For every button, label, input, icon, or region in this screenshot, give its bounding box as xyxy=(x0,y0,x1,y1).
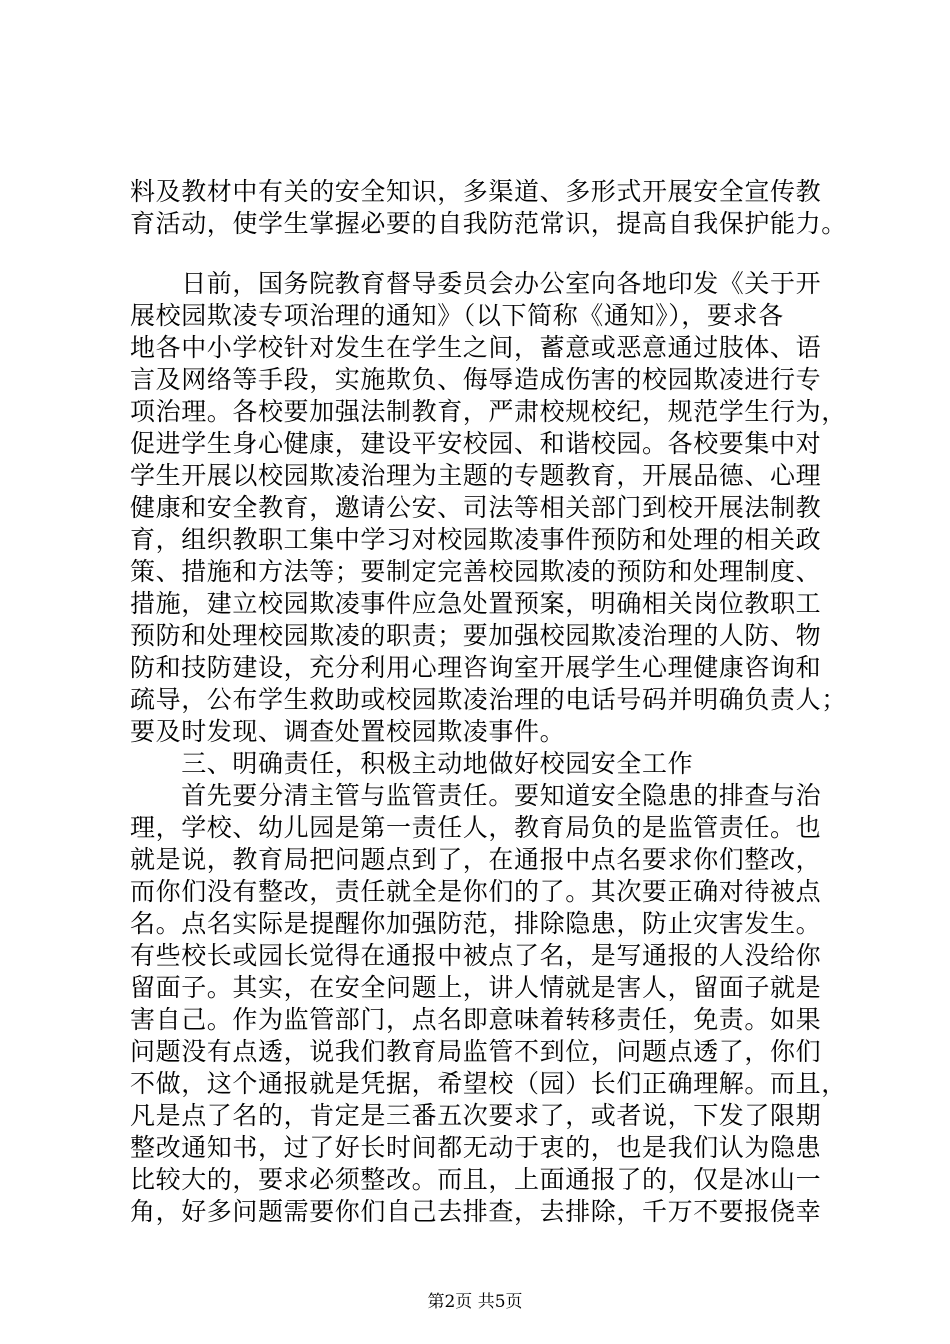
body-text-line: 就是说，教育局把问题点到了，在通报中点名要求你们整改， xyxy=(130,845,822,874)
body-text-line: 措施，建立校园欺凌事件应急处置预案，明确相关岗位教职工 xyxy=(130,589,822,618)
body-text-line: 项治理。各校要加强法制教育，严肃校规校纪，规范学生行为， xyxy=(130,397,847,426)
body-text-line: 整改通知书，过了好长时间都无动于衷的，也是我们认为隐患 xyxy=(130,1133,822,1162)
body-text-line: 展校园欺凌专项治理的通知》（以下简称《通知》），要求各 xyxy=(130,301,784,330)
body-text-line: 学生开展以校园欺凌治理为主题的专题教育，开展品德、心理 xyxy=(130,461,822,490)
body-text-line: 料及教材中有关的安全知识，多渠道、多形式开展安全宣传教 xyxy=(130,177,822,206)
body-text-line: 地各中小学校针对发生在学生之间，蓄意或恶意通过肢体、语 xyxy=(130,333,822,362)
body-text-line: 首先要分清主管与监管责任。要知道安全隐患的排查与治 xyxy=(130,781,822,810)
section-heading: 三、明确责任，积极主动地做好校园安全工作 xyxy=(130,749,694,778)
body-text-line: 不做，这个通报就是凭据，希望校（园）长们正确理解。而且， xyxy=(130,1069,847,1098)
body-text-line: 理，学校、幼儿园是第一责任人，教育局负的是监管责任。也 xyxy=(130,813,822,842)
body-text-line: 育，组织教职工集中学习对校园欺凌事件预防和处理的相关政 xyxy=(130,525,822,554)
body-text-line: 名。点名实际是提醒你加强防范，排除隐患，防止灾害发生。 xyxy=(130,909,822,938)
body-text-line: 促进学生身心健康，建设平安校园、和谐校园。各校要集中对 xyxy=(130,429,822,458)
page-number-footer: 第2页 共5页 xyxy=(427,1292,523,1312)
body-text-line: 角，好多问题需要你们自己去排查，去排除，千万不要报侥幸 xyxy=(130,1197,822,1226)
body-text-line: 而你们没有整改，责任就全是你们的了。其次要正确对待被点 xyxy=(130,877,822,906)
body-text-line: 凡是点了名的，肯定是三番五次要求了，或者说，下发了限期 xyxy=(130,1101,822,1130)
body-text-line: 预防和处理校园欺凌的职责；要加强校园欺凌治理的人防、物 xyxy=(130,621,822,650)
body-text-line: 健康和安全教育，邀请公安、司法等相关部门到校开展法制教 xyxy=(130,493,822,522)
body-text-line: 疏导，公布学生救助或校园欺凌治理的电话号码并明确负责人； xyxy=(130,685,847,714)
body-text-line: 比较大的，要求必须整改。而且，上面通报了的，仅是冰山一 xyxy=(130,1165,822,1194)
body-text-line: 育活动，使学生掌握必要的自我防范常识，提高自我保护能力。 xyxy=(130,209,847,238)
body-text-line: 言及网络等手段，实施欺负、侮辱造成伤害的校园欺凌进行专 xyxy=(130,365,822,394)
body-text-line: 要及时发现、调查处置校园欺凌事件。 xyxy=(130,717,566,746)
body-text-line: 日前，国务院教育督导委员会办公室向各地印发《关于开 xyxy=(130,269,822,298)
body-text-line: 防和技防建设，充分利用心理咨询室开展学生心理健康咨询和 xyxy=(130,653,822,682)
body-text-line: 害自己。作为监管部门，点名即意味着转移责任，免责。如果 xyxy=(130,1005,822,1034)
body-text-line: 有些校长或园长觉得在通报中被点了名，是写通报的人没给你 xyxy=(130,941,822,970)
body-text-line: 问题没有点透，说我们教育局监管不到位，问题点透了，你们 xyxy=(130,1037,822,1066)
body-text-line: 策、措施和方法等；要制定完善校园欺凌的预防和处理制度、 xyxy=(130,557,822,586)
body-text-line: 留面子。其实，在安全问题上，讲人情就是害人，留面子就是 xyxy=(130,973,822,1002)
